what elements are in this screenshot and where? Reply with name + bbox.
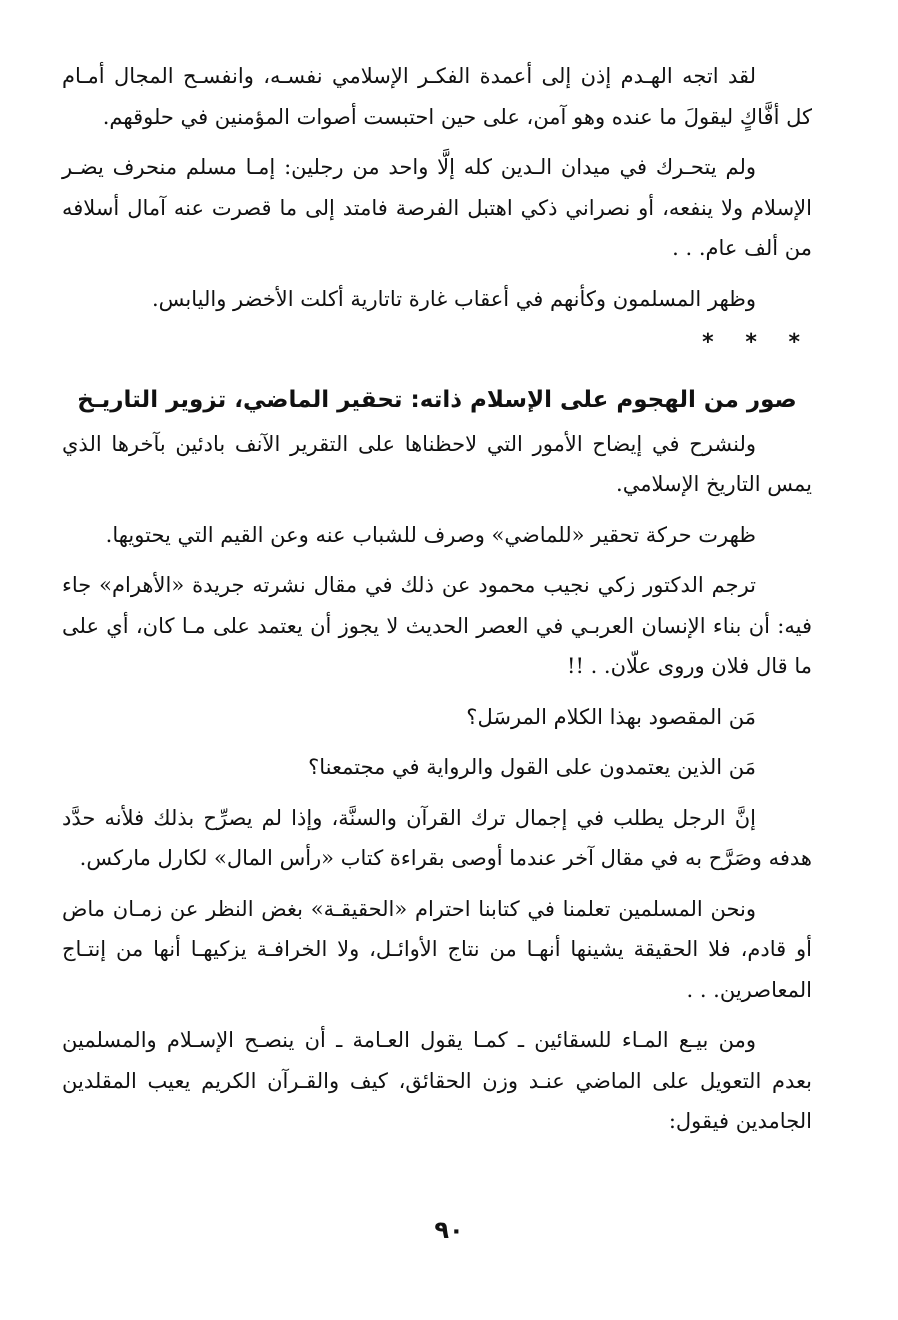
paragraph: ترجم الدكتور زكي نجيب محمود عن ذلك في مقال نشرته جريدة «الأهرام» جاء فيه: أن بناء الإنسان العربـي في العصر الحديث لا يجوز أن يعتمد على مـا كان، أي على ما قال فلان وروى علّان. . !! bbox=[62, 573, 812, 678]
paragraph: إنَّ الرجل يطلب في إجمال ترك القرآن والسنَّة، وإذا لم يصرِّح بذلك فلأنه حدَّد هدفه وصَرَّح به في مقال آخر عندما أوصى بقراءة كتاب «رأس المال» لكارل ماركس. bbox=[62, 805, 812, 870]
paragraph: وظهر المسلمون وكأنهم في أعقاب غارة تاتارية أكلت الأخضر واليابس. bbox=[151, 286, 756, 311]
page-number: ٩٠ bbox=[434, 1216, 464, 1244]
paragraph: ونحن المسلمين تعلمنا في كتابنا احترام «الحقيقـة» بغض النظر عن زمـان ماض أو قادم، فلا الحقيقة يشينها أنهـا من نتاج الأوائـل، ولا الخرافـة يزكيهـا أنها من إنتـاج المعاصرين. . . bbox=[62, 896, 812, 1002]
page-body bbox=[62, 56, 812, 1152]
paragraph: مَن المقصود بهذا الكلام المرسَل؟ bbox=[466, 704, 756, 729]
paragraph: ولنشرح في إيضاح الأمور التي لاحظناها على التقرير الآنف بادئين بآخرها الذي يمس التاريخ الإسلامي. bbox=[62, 431, 812, 496]
section-heading: صور من الهجوم على الإسلام ذاته: تحقير الماضي، تزوير التاريـخ bbox=[77, 386, 797, 413]
paragraph: ظهرت حركة تحقير «للماضي» وصرف للشباب عنه وعن القيم التي يحتويها. bbox=[105, 522, 756, 547]
paragraph: ولم يتحـرك في ميدان الـدين كله إلَّا واحد من رجلين: إمـا مسلم منحرف يضـر الإسلام ولا ينفعه، أو نصراني ذكي اهتبل الفرصة فامتد إلى ما قصرت عنه آمال أسلافه من ألف عام. . . bbox=[62, 155, 812, 260]
paragraph: مَن الذين يعتمدون على القول والرواية في مجتمعنا؟ bbox=[308, 755, 756, 779]
paragraph: لقد اتجه الهـدم إذن إلى أعمدة الفكـر الإسلامي نفسـه، وانفسـح المجال أمـام كل أفَّاكٍ ليقولَ ما عنده وهو آمن، على حين احتبست أصوات المؤمنين في حلوقهم. bbox=[62, 64, 812, 129]
section-separator: * * * bbox=[702, 330, 812, 355]
paragraph: ومن بيـع المـاء للسقائين ـ كمـا يقول العـامة ـ أن ينصـح الإسـلام والمسلمين بعدم التعويل على الماضي عنـد وزن الحقائق، كيف والقـرآن الكريم يعيب المقلدين الجامدين فيقول: bbox=[62, 1028, 812, 1133]
